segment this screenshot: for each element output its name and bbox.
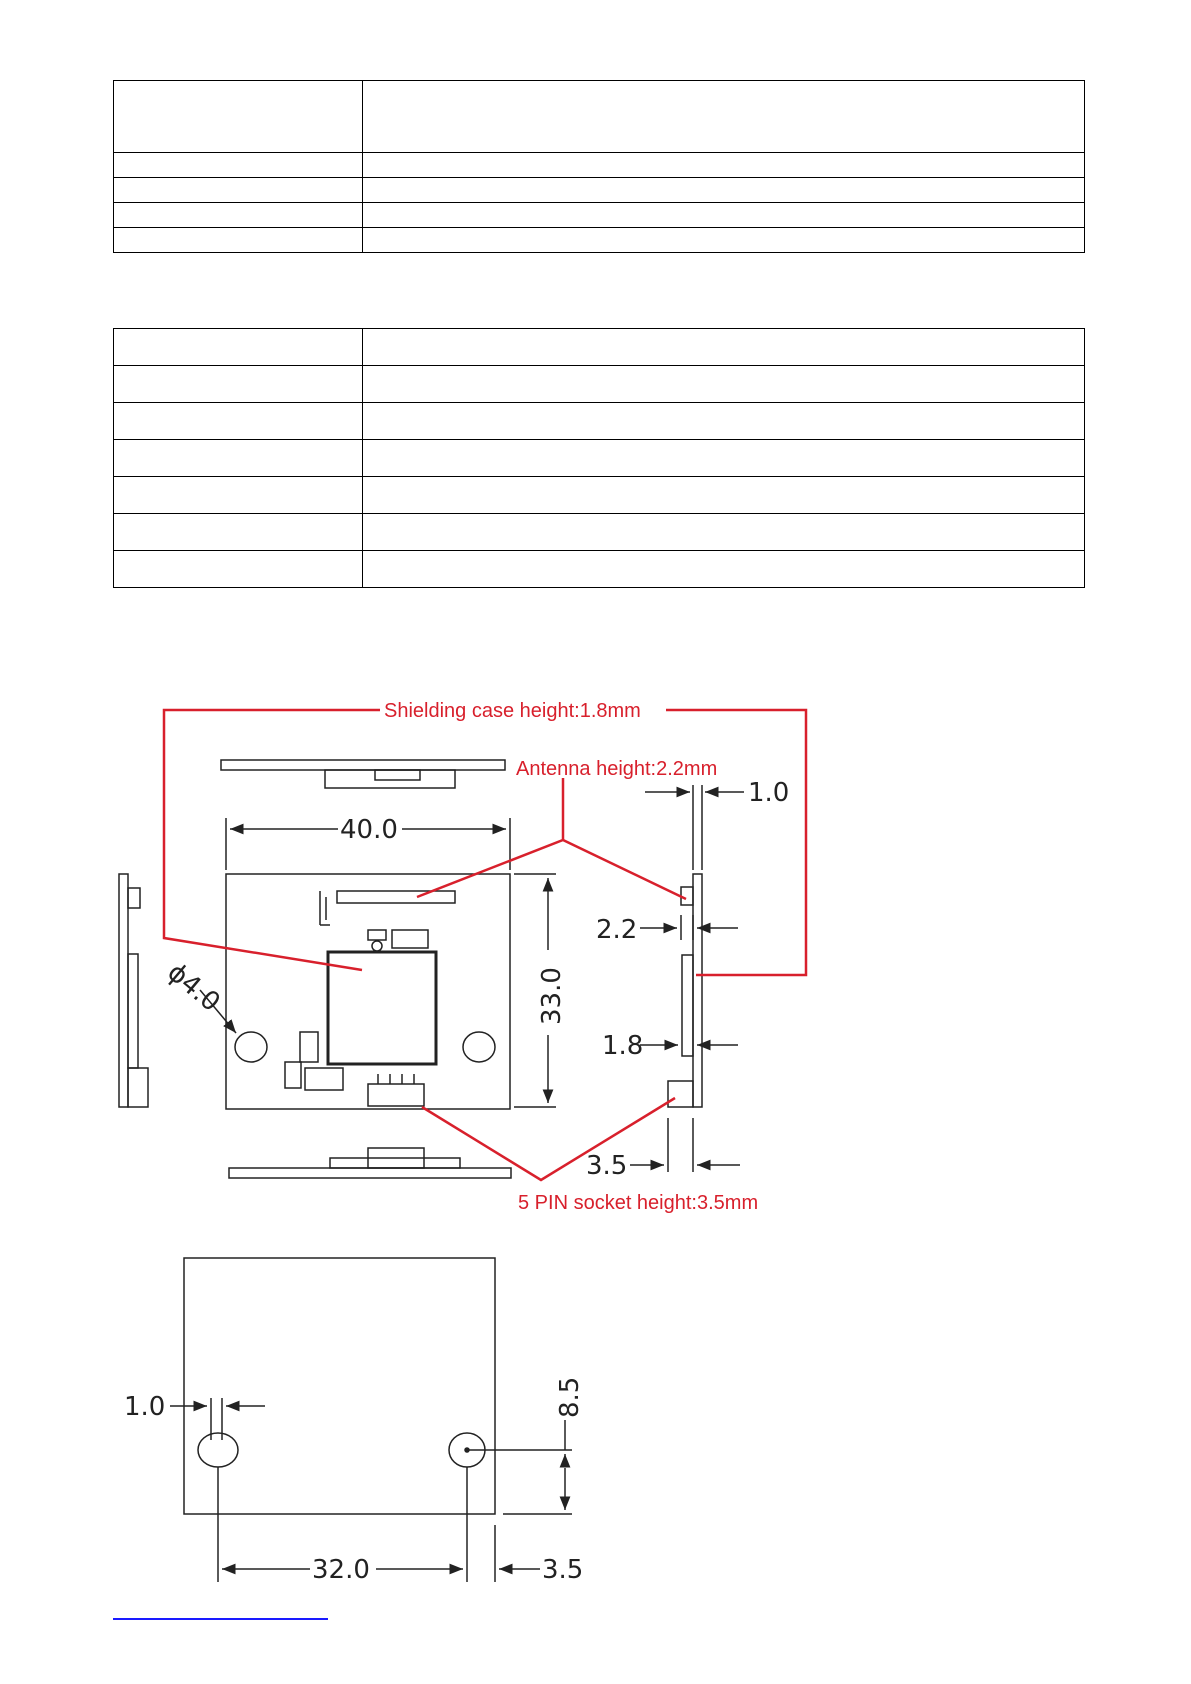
antenna-callout: Antenna height:2.2mm — [516, 758, 718, 780]
side-antenna-label: 2.2 — [596, 915, 638, 945]
bottom-right-offset-label: 3.5 — [542, 1555, 584, 1585]
bottom-hole-spacing-label: 32.0 — [312, 1555, 370, 1585]
side-top-label: 1.0 — [748, 778, 790, 808]
bottom-view-drawing — [170, 1258, 572, 1582]
side-shield-label: 1.8 — [602, 1031, 644, 1061]
height-label: 33.0 — [537, 967, 567, 1025]
dimension-lines — [200, 785, 744, 1172]
pin-socket-callout: 5 PIN socket height:3.5mm — [518, 1192, 759, 1214]
shield-callout: Shielding case height:1.8mm — [384, 700, 641, 722]
right-profile-drawing — [668, 874, 702, 1107]
footer-link[interactable] — [113, 1618, 328, 1620]
bottom-hole-offset-label: 1.0 — [124, 1392, 166, 1422]
hole-diameter-label: ϕ4.0 — [161, 957, 226, 1018]
bottom-vertical-label: 8.5 — [555, 1376, 585, 1418]
side-socket-label: 3.5 — [586, 1151, 628, 1181]
left-profile-drawing — [119, 874, 148, 1107]
width-label: 40.0 — [340, 815, 398, 845]
